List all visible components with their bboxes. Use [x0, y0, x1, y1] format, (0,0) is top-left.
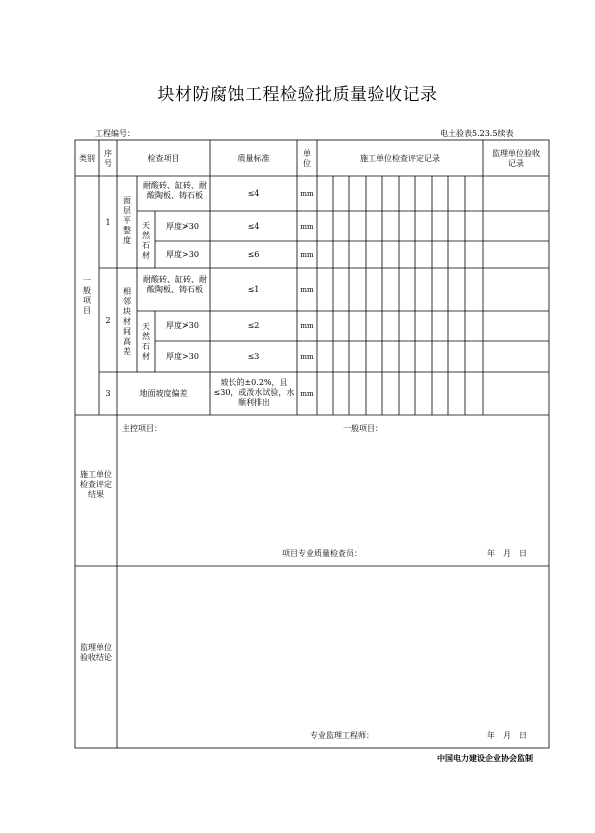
r2c-item: 厚度>30 — [166, 352, 199, 361]
form-number: 电土验表5.23.5续表 — [440, 129, 514, 138]
r2a-item: 耐酸砖、缸砖、耐酸陶板、铸石板 — [143, 275, 207, 294]
r3-standard: 坡长的±0.2%，且≤30，或泼水试验，水顺利排出 — [213, 378, 295, 407]
r1b-unit: mm — [300, 223, 314, 231]
r1-group-label: 面层平整度 — [123, 196, 131, 245]
supervising-engineer-label: 专业监理工程师： — [310, 731, 374, 740]
r3-item: 地面坡度偏差 — [139, 389, 188, 398]
seq-3: 3 — [105, 389, 111, 398]
supervision-conclusion-label: 监理单位验收结论 — [80, 643, 112, 662]
r3-unit: mm — [300, 390, 314, 398]
r2a-standard: ≤1 — [247, 285, 260, 294]
r1a-unit: mm — [300, 190, 314, 198]
footer-issuer: 中国电力建设企业协会监制 — [437, 754, 533, 763]
category-general: 一般项目 — [83, 276, 91, 315]
r1a-item: 耐酸砖、缸砖、耐酸陶板、铸石板 — [143, 181, 207, 200]
header-seq: 序号 — [104, 149, 112, 168]
r1c-item: 厚度>30 — [166, 250, 199, 259]
r2b-standard: ≤2 — [247, 321, 260, 330]
r2a-unit: mm — [300, 286, 314, 294]
r2c-standard: ≤3 — [247, 352, 260, 361]
project-no-label: 工程编号： — [95, 129, 135, 138]
r2c-unit: mm — [300, 353, 314, 361]
r1-stone-label: 天然石材 — [142, 221, 150, 260]
seq-2: 2 — [105, 316, 111, 325]
r1a-standard: ≤4 — [247, 189, 260, 198]
page-title: 块材防腐蚀工程检验批质量验收记录 — [157, 85, 438, 105]
r1b-item: 厚度≯30 — [166, 222, 199, 231]
seq-1: 1 — [105, 218, 111, 227]
general-items-label: 一般项目： — [343, 424, 383, 433]
header-unit: 单位 — [303, 149, 311, 168]
r2b-item: 厚度≯30 — [166, 321, 199, 330]
construction-date: 年 月 日 — [487, 549, 527, 558]
r2-group-label: 相邻块材间高差 — [123, 287, 131, 356]
construction-result-label: 施工单位检查评定结果 — [80, 470, 112, 499]
r1b-standard: ≤4 — [247, 222, 260, 231]
quality-inspector-label: 项目专业质量检查员： — [282, 549, 362, 558]
header-supervision-record: 监理单位验收记录 — [492, 149, 540, 168]
supervision-date: 年 月 日 — [487, 731, 527, 740]
r1c-unit: mm — [300, 251, 314, 259]
r2-stone-label: 天然石材 — [142, 322, 150, 361]
header-item: 检查项目 — [147, 154, 180, 163]
r2b-unit: mm — [300, 322, 314, 330]
r1c-standard: ≤6 — [247, 250, 260, 259]
header-construction-record: 施工单位检查评定记录 — [360, 154, 440, 163]
header-category: 类别 — [79, 154, 95, 163]
header-standard: 质量标准 — [237, 154, 270, 163]
main-items-label: 主控项目： — [122, 424, 162, 433]
